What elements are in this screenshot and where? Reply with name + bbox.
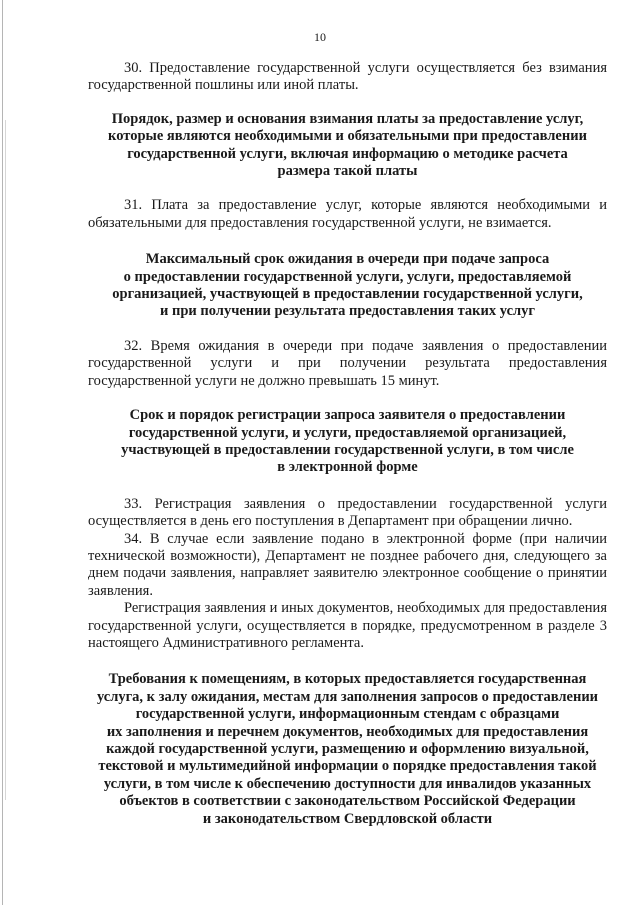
section-heading-registration: [88, 407, 607, 477]
heading-line: и при получении результата предоставления таких услуг: [160, 303, 535, 320]
document-body: [88, 60, 607, 828]
paragraph-registration-order: Регистрация заявления и иных документов, необходимых для предоставления государственной услуги, осуществляется в порядке, предусмотренном в разделе 3 настоящего Административного регламента.: [88, 600, 607, 651]
heading-line: Порядок, размер и основания взимания платы за предоставление услуг,: [111, 110, 584, 127]
heading-line: текстовой и мультимедийной информации о порядке предоставления такой: [98, 758, 597, 775]
heading-line: объектов в соответствии с законодательством Российской Федерации: [119, 793, 576, 810]
heading-line: размера такой платы: [277, 163, 418, 180]
heading-line: и законодательством Свердловской области: [202, 810, 493, 827]
paragraph-30: 30. Предоставление государственной услуги осуществляется без взимания государственной пошлины или иной платы.: [88, 60, 607, 94]
section-heading-queue: [88, 251, 607, 321]
heading-line: государственной услуги, и услуги, предоставляемой организацией,: [128, 424, 567, 441]
heading-line: государственной услуги, информационным стендам с образцами: [135, 706, 560, 723]
heading-line: Срок и порядок регистрации запроса заявителя о предоставлении: [129, 407, 566, 424]
heading-line: организацией, участвующей в предоставлении государственной услуги,: [112, 286, 583, 303]
heading-line: государственной услуги, включая информацию о методике расчета: [127, 145, 568, 162]
heading-line: Максимальный срок ожидания в очереди при подаче запроса: [145, 251, 550, 268]
scan-edge-line: [2, 0, 3, 905]
heading-line: услуги, в том числе к обеспечению доступности для инвалидов указанных: [103, 775, 592, 792]
heading-line: которые являются необходимыми и обязательными при предоставлении: [108, 128, 587, 145]
heading-line: их заполнения и перечнем документов, необходимых для предоставления: [106, 723, 589, 740]
section-heading-premises: [88, 671, 607, 828]
heading-line: каждой государственной услуги, размещению и оформлению визуальной,: [106, 741, 589, 757]
heading-line: Требования к помещениям, в которых предоставляется государственная: [108, 671, 587, 688]
heading-line: участвующей в предоставлении государственной услуги, в том числе: [121, 441, 574, 458]
paragraph-34: 34. В случае если заявление подано в электронной форме (при наличии технической возможности), Департамент не позднее рабочего дня, следующего за днем подачи заявления, направляет заявителю электронное сообщение о принятии заявления.: [88, 530, 607, 599]
heading-line: в электронной форме: [277, 459, 418, 476]
scan-edge-line: [5, 120, 6, 800]
section-heading-fees: [88, 111, 607, 181]
heading-line: о предоставлении государственной услуги, услуги, предоставляемой: [123, 268, 572, 285]
page-number: 10: [314, 30, 326, 44]
paragraph-33: 33. Регистрация заявления о предоставлении государственной услуги осуществляется в день его поступления в Департамент при обращении лично.: [88, 495, 607, 530]
heading-line: услуга, к залу ожидания, местам для заполнения запросов о предоставлении: [96, 688, 599, 705]
paragraph-31: 31. Плата за предоставление услуг, которые являются необходимыми и обязательными для предоставления государственной услуги, не взимается.: [88, 197, 607, 231]
paragraph-32: 32. Время ожидания в очереди при подаче заявления о предоставлении государственной услуги и при получении результата предоставления государственной услуги не должно превышать 15 минут.: [88, 337, 607, 389]
